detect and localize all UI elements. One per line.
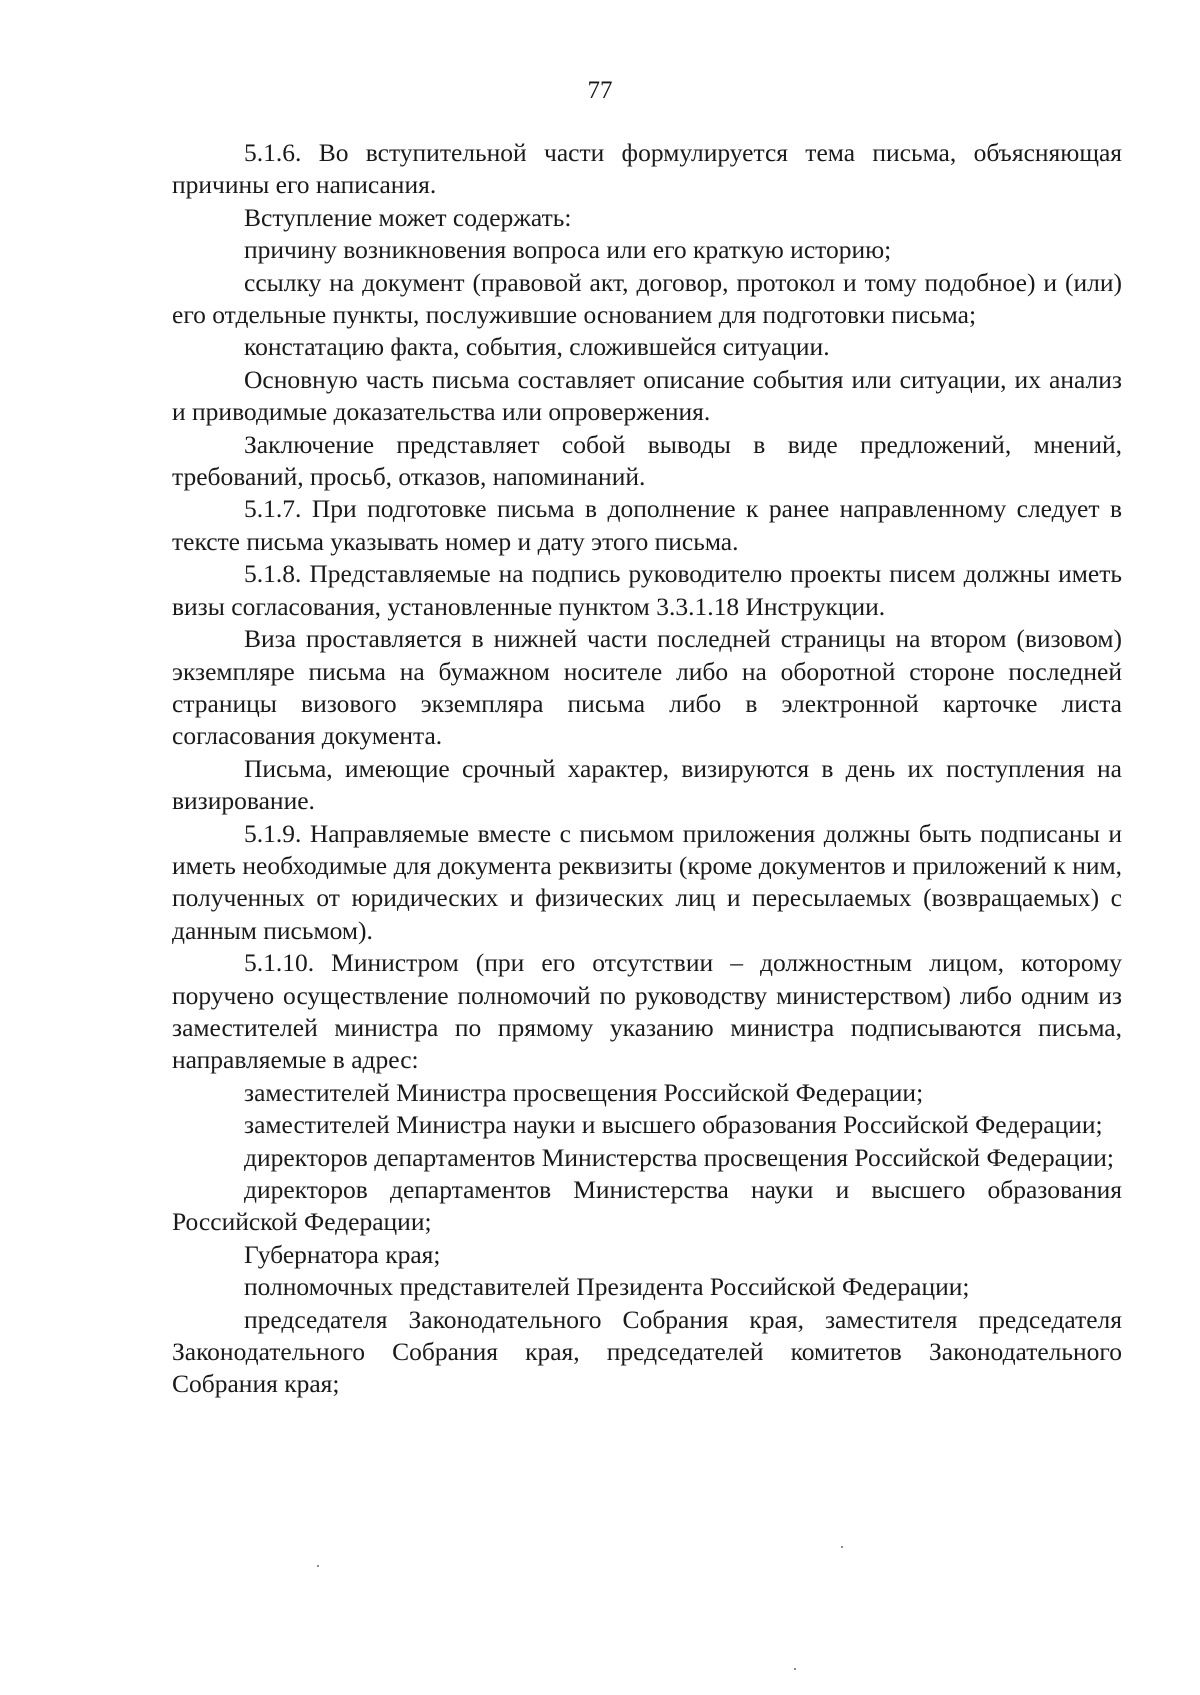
paragraph: директоров департаментов Министерства просвещения Российской Федерации; [244,1142,1114,1172]
paragraph: полномочных представителей Президента Российской Федерации; [244,1272,970,1302]
paragraph: Вступление может содержать: [244,202,572,232]
paragraph: Заключение представляет собой выводы в виде предложений, мнений, требований, просьб, отказов, напоминаний. [172,429,1122,492]
paragraph: заместителей Министра просвещения Российской Федерации; [244,1077,924,1107]
paragraph: 5.1.9. Направляемые вместе с письмом приложения должны быть подписаны и иметь необходимые для документа реквизиты (кроме документов и приложений к ним, полученных от юридических и физических лиц и пересылаемых (возвращаемых) с данным письмом). [172,818,1122,945]
page-number: 77 [587,77,613,104]
paragraph: 5.1.6. Во вступительной части формулируется тема письма, объясняющая причины его написания. [172,138,1122,200]
paragraph: Губернатора края; [244,1239,441,1269]
paragraph: Письма, имеющие срочный характер, визируются в день их поступления на визирование. [172,753,1122,816]
paragraph: Основную часть письма составляет описание события или ситуации, их анализ и приводимые доказательства или опровержения. [172,364,1122,427]
paragraph: 5.1.10. Министром (при его отсутствии – должностным лицом, которому поручено осуществление полномочий по руководству министерством) либо одним из заместителей министра по прямому указанию министра подписываются письма, направляемые в адрес: [172,948,1122,1075]
paragraph: ссылку на документ (правовой акт, договор, протокол и тому подобное) и (или) его отдельные пункты, послужившие основанием для подготовки письма; [172,267,1122,330]
paragraph: директоров департаментов Министерства науки и высшего образования Российской Федерации; [172,1175,1122,1237]
paragraph: причину возникновения вопроса или его краткую историю; [244,235,892,265]
scan-speck [317,1565,319,1567]
scan-speck [841,1546,843,1548]
scan-speck [794,1668,796,1670]
paragraph: Виза проставляется в нижней части последней страницы на втором (визовом) экземпляре письма на бумажном носителе либо на оборотной стороне последней страницы визового экземпляра письма либо в электронной карточке листа согласования документа. [172,624,1122,751]
paragraph: заместителей Министра науки и высшего образования Российской Федерации; [244,1110,1103,1140]
document-body [172,137,1122,1401]
paragraph: констатацию факта, события, сложившейся ситуации. [244,332,830,362]
paragraph: 5.1.8. Представляемые на подпись руководителю проекты писем должны иметь визы согласования, установленные пунктом 3.3.1.18 Инструкции. [172,559,1122,621]
paragraph: председателя Законодательного Собрания края, заместителя председателя Законодательного Собрания края, председателей комитетов Законодательного Собрания края; [172,1304,1122,1399]
paragraph: 5.1.7. При подготовке письма в дополнение к ранее направленному следует в тексте письма указывать номер и дату этого письма. [172,494,1122,556]
